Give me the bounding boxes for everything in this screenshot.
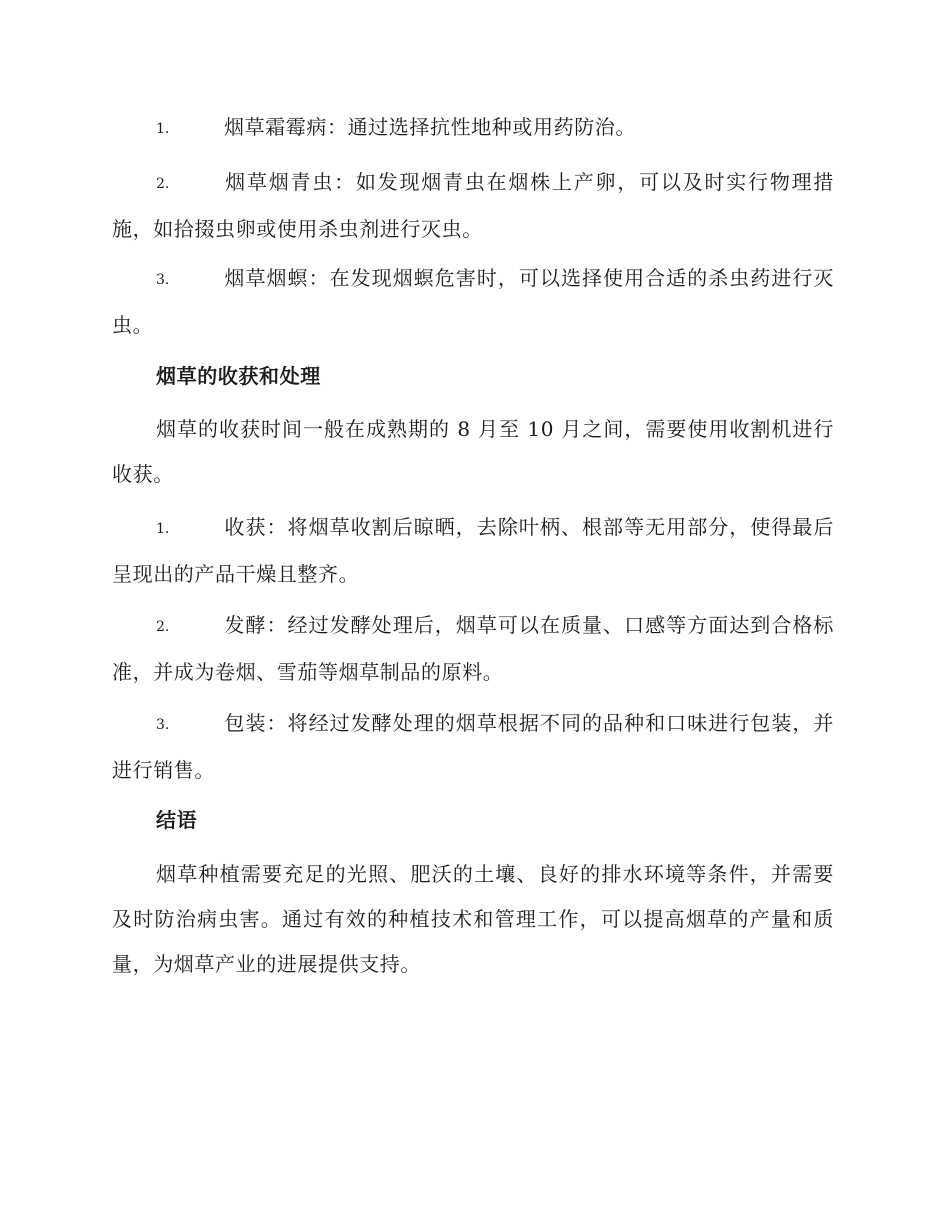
- section-heading: 结语: [156, 808, 198, 832]
- list-item: [112, 256, 834, 348]
- list-text: 收获：将烟草收割后晾晒，去除叶柄、根部等无用部分，使得最后呈现出的产品干燥且整齐。: [112, 515, 834, 586]
- list-item: [112, 105, 834, 152]
- list-number: 3.: [156, 272, 170, 288]
- paragraph: 烟草的收获时间一般在成熟期的 8 月至 10 月之间，需要使用收割机进行收获。: [112, 417, 834, 486]
- list-text: 包装：将经过发酵处理的烟草根据不同的品种和口味进行包装，并进行销售。: [112, 711, 834, 782]
- list-number: 2.: [156, 176, 170, 192]
- list-item: [112, 603, 834, 695]
- list-number: 3.: [156, 717, 170, 733]
- list-number: 1.: [156, 521, 170, 537]
- list-item: [112, 701, 834, 793]
- list-text: 烟草霜霉病：通过选择抗性地种或用药防治。: [224, 115, 636, 139]
- list-number: 1.: [156, 121, 170, 137]
- paragraph: 烟草种植需要充足的光照、肥沃的土壤、良好的排水环境等条件，并需要及时防治病虫害。通过有效的种植技术和管理工作，可以提高烟草的产量和质量，为烟草产业的进展提供支持。: [112, 862, 834, 976]
- list-number: 2.: [156, 619, 170, 635]
- list-item: [112, 505, 834, 597]
- list-item: [112, 160, 834, 252]
- list-text: 烟草烟青虫：如发现烟青虫在烟株上产卵，可以及时实行物理措施，如拾掇虫卵或使用杀虫剂进行灭虫。: [112, 170, 834, 241]
- list-text: 发酵：经过发酵处理后，烟草可以在质量、口感等方面达到合格标准，并成为卷烟、雪茄等烟草制品的原料。: [112, 613, 834, 684]
- list-text: 烟草烟螟：在发现烟螟危害时，可以选择使用合适的杀虫药进行灭虫。: [112, 266, 834, 337]
- section-heading: 烟草的收获和处理: [156, 364, 321, 388]
